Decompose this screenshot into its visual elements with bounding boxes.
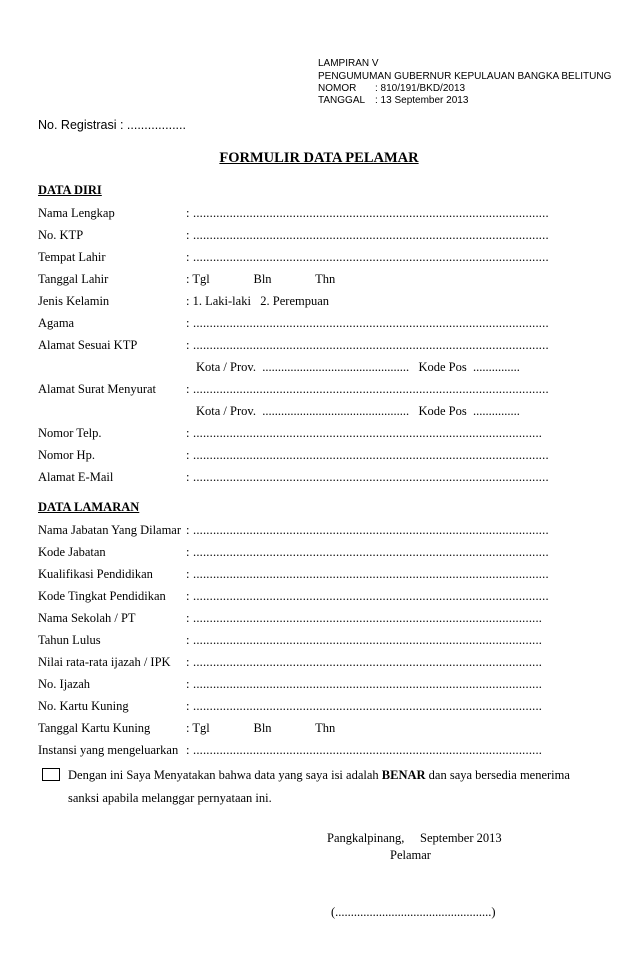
field-label: Alamat Sesuai KTP xyxy=(38,338,138,352)
field-kode-jabatan[interactable]: : ........................................................................................................... xyxy=(186,545,549,559)
field-label: No. Kartu Kuning xyxy=(38,699,129,713)
field-instansi[interactable]: : ......................................................................................................... xyxy=(186,743,543,757)
field-no-kartu-kuning[interactable]: : ......................................................................................................... xyxy=(186,699,543,713)
tanggal-value: : 13 September 2013 xyxy=(375,95,469,106)
field-label: Instansi yang mengeluarkan xyxy=(38,743,179,757)
field-agama[interactable]: : ........................................................................................................... xyxy=(186,316,549,330)
field-label: No. KTP xyxy=(38,228,84,242)
field-label: Nilai rata-rata ijazah / IPK xyxy=(38,655,171,669)
field-label: Nomor Hp. xyxy=(38,448,95,462)
field-label: Kualifikasi Pendidikan xyxy=(38,567,153,581)
declaration-checkbox[interactable] xyxy=(42,768,60,781)
field-tahun-lulus[interactable]: : ......................................................................................................... xyxy=(186,633,543,647)
field-tanggal-kartu-kuning[interactable]: : Tgl Bln Thn xyxy=(186,721,336,735)
field-email[interactable]: : ........................................................................................................... xyxy=(186,470,549,484)
field-no-ktp[interactable]: : ........................................................................................................... xyxy=(186,228,549,242)
declaration-text: dan saya bersedia menerima xyxy=(425,768,570,782)
field-label: No. Ijazah xyxy=(38,677,91,691)
declaration-line-1 xyxy=(68,768,570,783)
field-no-ijazah[interactable]: : ......................................................................................................... xyxy=(186,677,543,691)
nomor-label: NOMOR xyxy=(318,83,357,94)
field-label: Nama Jabatan Yang Dilamar xyxy=(38,523,182,537)
declaration-line-2: sanksi apabila melanggar pernyataan ini. xyxy=(68,791,272,805)
field-label: Tanggal Lahir xyxy=(38,272,109,286)
registration-number[interactable]: No. Registrasi : ................. xyxy=(38,118,186,132)
tanggal-label: TANGGAL xyxy=(318,95,366,106)
field-kode-tingkat-pendidikan[interactable]: : ........................................................................................................... xyxy=(186,589,549,603)
field-nama-sekolah[interactable]: : ......................................................................................................... xyxy=(186,611,543,625)
field-label: Alamat E-Mail xyxy=(38,470,114,484)
field-label: Agama xyxy=(38,316,75,330)
field-label: Kode Jabatan xyxy=(38,545,106,559)
signature-place-date: Pangkalpinang, September 2013 xyxy=(327,831,502,845)
field-label: Kode Tingkat Pendidikan xyxy=(38,589,166,603)
field-label: Nama Lengkap xyxy=(38,206,115,220)
field-label: Tahun Lulus xyxy=(38,633,101,647)
pengumuman-label: PENGUMUMAN GUBERNUR KEPULAUAN BANGKA BELITUNG xyxy=(318,71,612,82)
field-nama-lengkap[interactable]: : ........................................................................................................... xyxy=(186,206,549,220)
field-tempat-lahir[interactable]: : ........................................................................................................... xyxy=(186,250,549,264)
field-alamat-surat-kota-kodepos[interactable]: Kota / Prov. ............................................... Kode Pos ............... xyxy=(196,404,520,418)
signature-role: Pelamar xyxy=(390,848,431,862)
field-alamat-ktp[interactable]: : ........................................................................................................... xyxy=(186,338,549,352)
declaration-text: Dengan ini Saya Menyatakan bahwa data yang saya isi adalah xyxy=(68,768,382,782)
field-label: Tempat Lahir xyxy=(38,250,106,264)
field-nama-jabatan[interactable]: : ........................................................................................................... xyxy=(186,523,549,537)
declaration-bold-word: BENAR xyxy=(381,768,426,782)
section-heading-data-lamaran: DATA LAMARAN xyxy=(38,500,140,514)
signature-name-line[interactable]: (..................................................) xyxy=(331,905,496,919)
field-tanggal-lahir[interactable]: : Tgl Bln Thn xyxy=(186,272,336,286)
field-kualifikasi-pendidikan[interactable]: : ........................................................................................................... xyxy=(186,567,549,581)
field-nomor-hp[interactable]: : ........................................................................................................... xyxy=(186,448,549,462)
nomor-value: : 810/191/BKD/2013 xyxy=(375,83,466,94)
lampiran-label: LAMPIRAN V xyxy=(318,58,379,69)
field-alamat-surat[interactable]: : ........................................................................................................... xyxy=(186,382,549,396)
field-label: Alamat Surat Menyurat xyxy=(38,382,157,396)
field-label: Jenis Kelamin xyxy=(38,294,110,308)
field-jenis-kelamin[interactable]: : 1. Laki-laki 2. Perempuan xyxy=(186,294,330,308)
field-label: Tanggal Kartu Kuning xyxy=(38,721,151,735)
field-label: Nomor Telp. xyxy=(38,426,102,440)
field-alamat-ktp-kota-kodepos[interactable]: Kota / Prov. ............................................... Kode Pos ............... xyxy=(196,360,520,374)
field-label: Nama Sekolah / PT xyxy=(38,611,136,625)
section-heading-data-diri: DATA DIRI xyxy=(38,183,102,197)
field-nilai-ipk[interactable]: : ......................................................................................................... xyxy=(186,655,543,669)
field-nomor-telp[interactable]: : ......................................................................................................... xyxy=(186,426,543,440)
page-title: FORMULIR DATA PELAMAR xyxy=(219,150,419,166)
